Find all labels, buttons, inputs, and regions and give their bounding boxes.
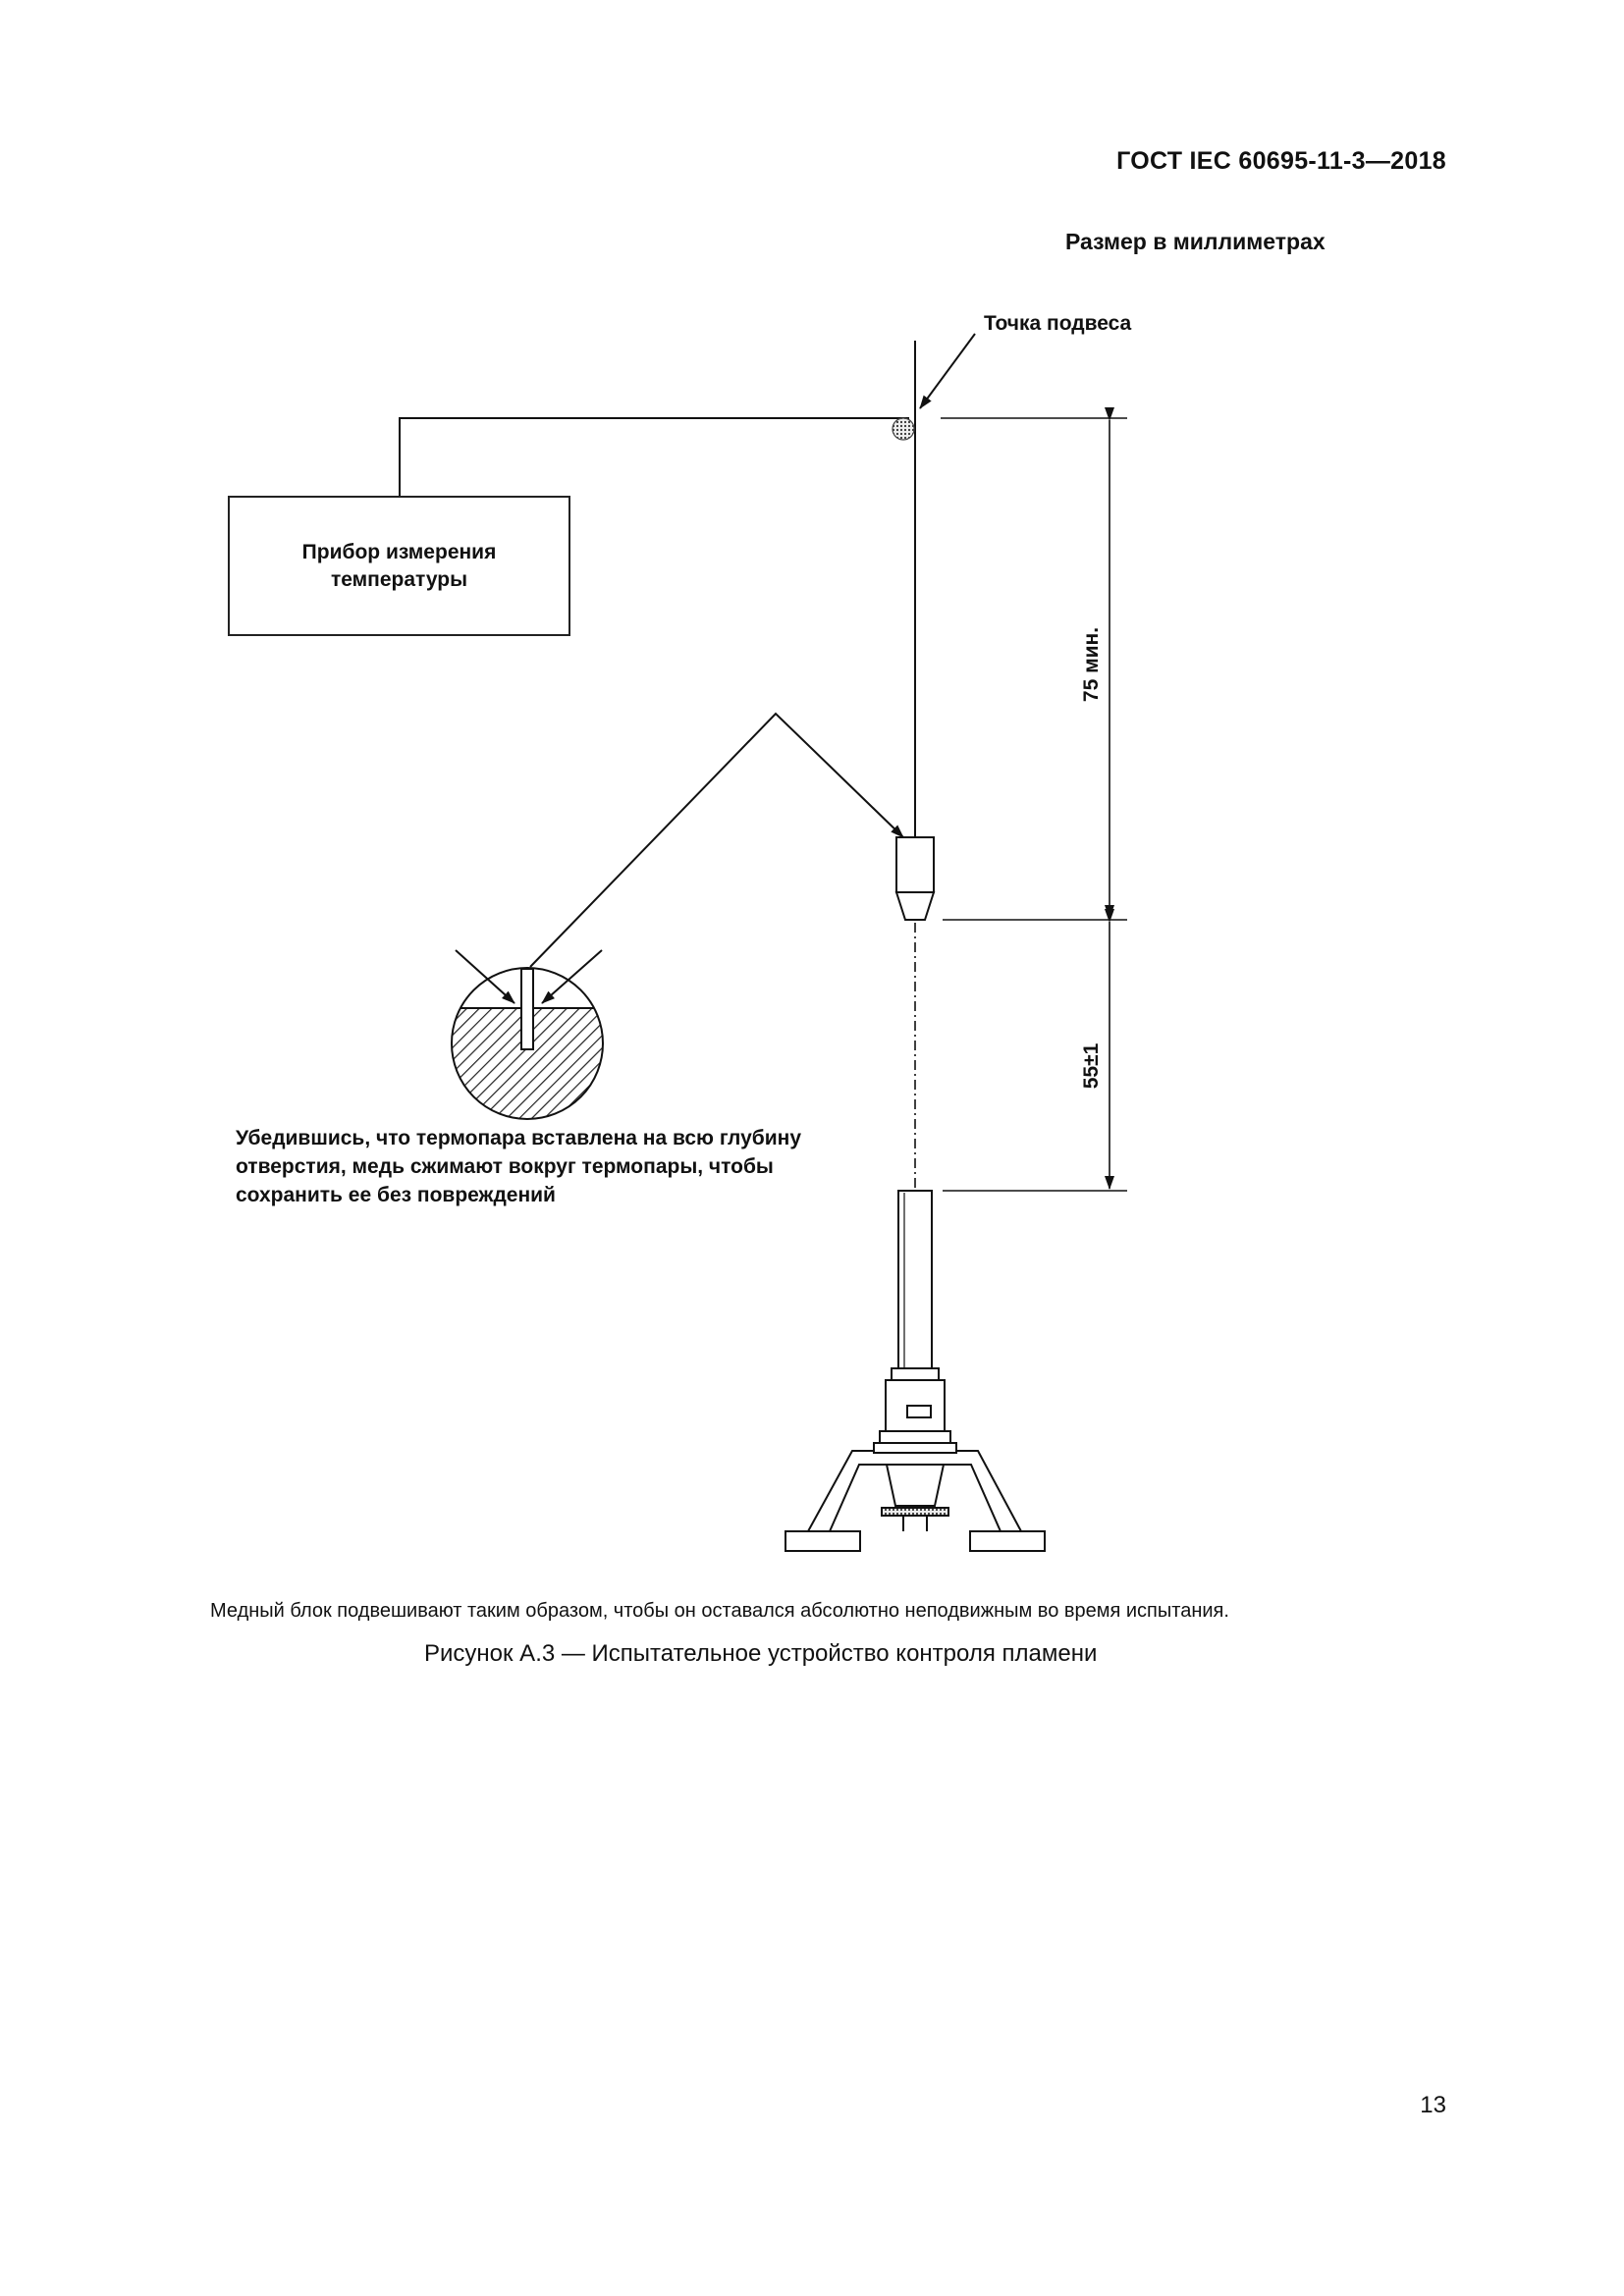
burner <box>785 1191 1045 1551</box>
suspension-point-label: Точка подвеса <box>984 312 1132 335</box>
suspension-leader-arrow <box>920 334 975 408</box>
copper-block <box>896 837 934 892</box>
dimension-label-lower: 55±1 <box>1080 1042 1103 1090</box>
thermocouple-note-line-2: отверстия, медь сжимают вокруг термопары, чтобы <box>236 1155 774 1178</box>
detail-leader-arrow <box>530 714 903 967</box>
suspension-point-marker <box>893 418 914 440</box>
thermocouple-note-line-1: Убедившись, что термопара вставлена на всю глубину <box>236 1127 802 1149</box>
burner-tube <box>898 1191 932 1370</box>
burner-foot-left <box>785 1531 860 1551</box>
dimension-label-upper: 75 мин. <box>1080 626 1103 703</box>
figure-caption: Рисунок А.3 — Испытательное устройство контроля пламени <box>424 1640 1098 1667</box>
page-number: 13 <box>1420 2092 1446 2118</box>
thermocouple-note-line-3: сохранить ее без повреждений <box>236 1184 556 1206</box>
burner-leg-left <box>808 1451 889 1531</box>
instrument-cable <box>400 418 909 496</box>
instrument-label-line-2: температуры <box>330 567 468 591</box>
detail-circle <box>452 950 603 1120</box>
burner-leg-right <box>942 1451 1021 1531</box>
figure-footnote: Медный блок подвешивают таким образом, чтобы он оставался абсолютно неподвижным во время испытания. <box>210 1600 1229 1622</box>
units-note: Размер в миллиметрах <box>1065 229 1326 254</box>
document-standard-header: ГОСТ IEC 60695-11-3—2018 <box>1116 147 1446 175</box>
burner-knurled-ring <box>882 1508 948 1516</box>
burner-foot-right <box>970 1531 1045 1551</box>
copper-block-taper <box>896 892 934 920</box>
instrument-label-line-1: Прибор измерения <box>301 540 497 563</box>
